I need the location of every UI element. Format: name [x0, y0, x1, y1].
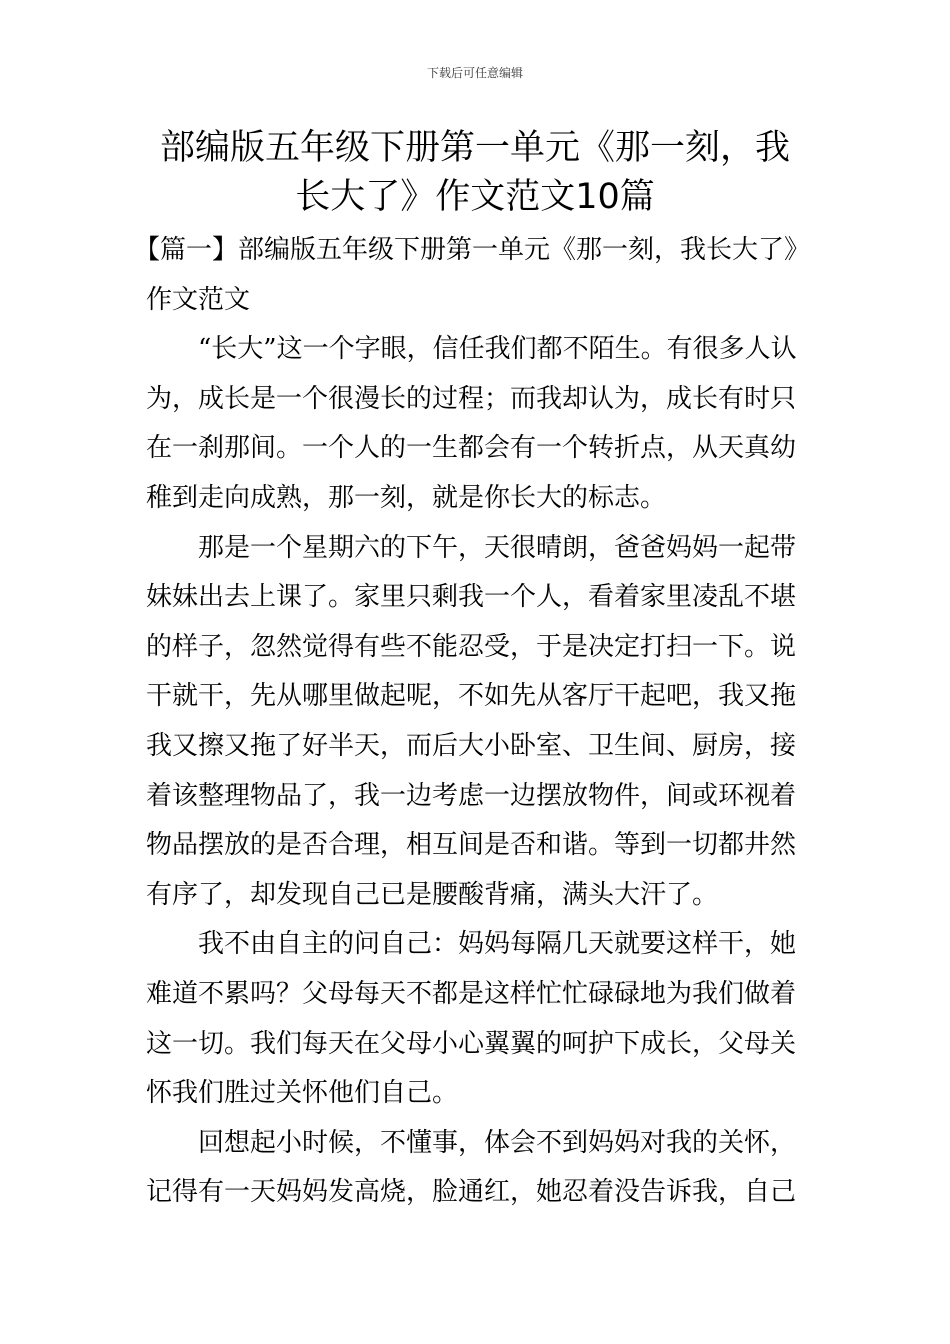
paragraph: 我不由自主的问自己：妈妈每隔几天就要这样干，她难道不累吗？父母每天不都是这样忙忙碌碌地为我们做着这一切。我们每天在父母小心翼翼的呵护下成长，父母关怀我们胜过关怀他们自己。	[146, 929, 797, 1109]
section-heading: 【篇一】部编版五年级下册第一单元《那一刻，我长大了》作文范文	[134, 235, 798, 315]
header-note: 下载后可任意编辑	[426, 66, 523, 80]
document-title: 部编版五年级下册第一单元《那一刻，我长大了》作文范文10篇	[159, 128, 790, 217]
document-body	[134, 226, 808, 1218]
paragraph: 那是一个星期六的下午，天很晴朗，爸爸妈妈一起带妹妹出去上课了。家里只剩我一个人，看着家里凌乱不堪的样子，忽然觉得有些不能忍受，于是决定打扫一下。说干就干，先从哪里做起呢，不如先从客厅干起吧，我又拖我又擦又拖了好半天，而后大小卧室、卫生间、厨房，接着该整理物品了，我一边考虑一边摆放物件，间或环视着物品摆放的是否合理，相互间是否和谐。等到一切都井然有序了，却发现自己已是腰酸背痛，满头大汗了。	[146, 532, 797, 910]
paragraph: 回想起小时候，不懂事，体会不到妈妈对我的关怀，记得有一天妈妈发高烧，脸通红，她忍着没告诉我，自己	[146, 1127, 797, 1208]
paragraph: “长大”这一个字眼，信任我们都不陌生。有很多人认为，成长是一个很漫长的过程；而我却认为，成长有时只在一刹那间。一个人的一生都会有一个转折点，从天真幼稚到走向成熟，那一刻，就是你长大的标志。	[146, 334, 797, 513]
